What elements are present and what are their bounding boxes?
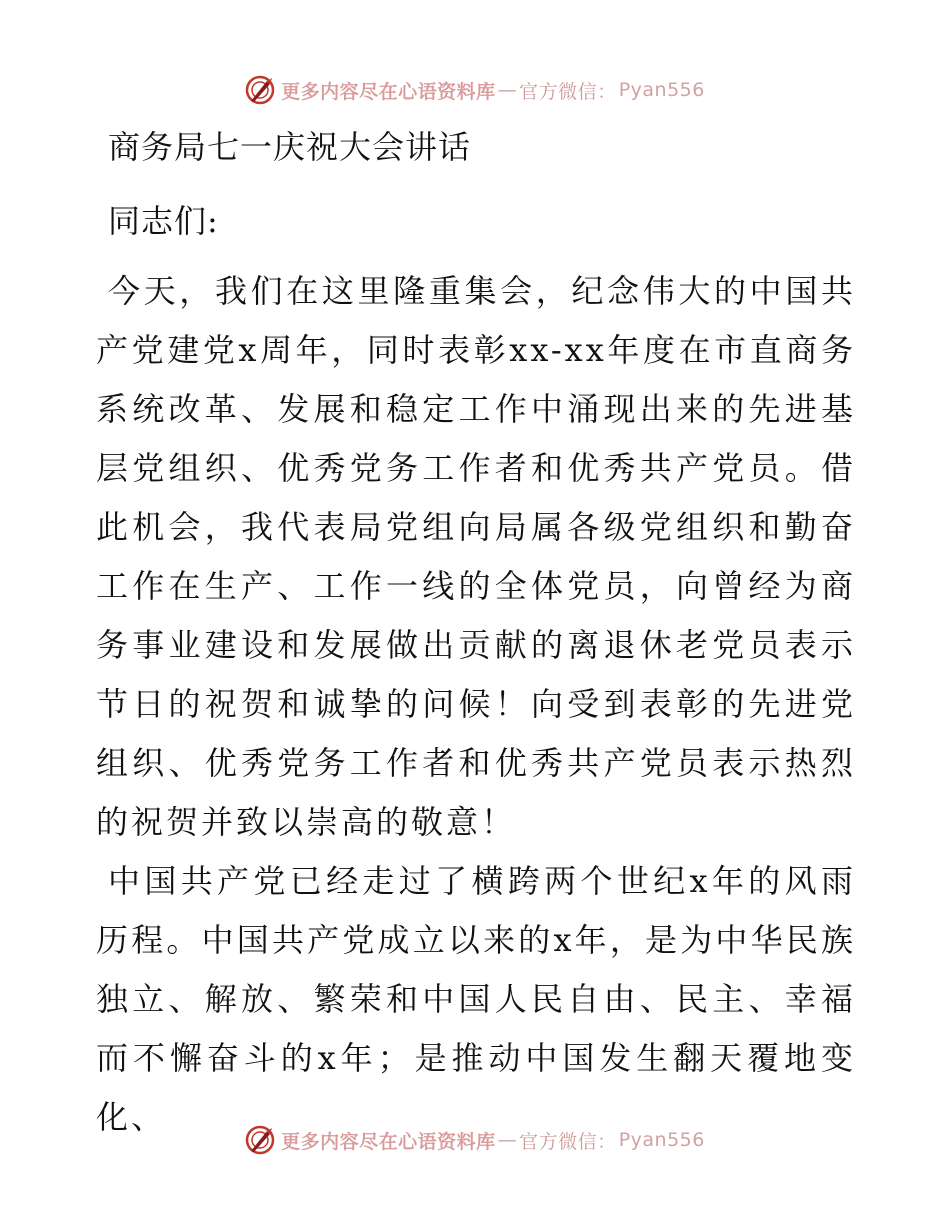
- watermark-dash: —: [497, 1129, 518, 1151]
- watermark-wechat-label: 官方微信：: [519, 1130, 617, 1153]
- watermark-text: 更多内容尽在心语资料库: [281, 1130, 496, 1153]
- quill-logo-icon: [245, 1125, 275, 1155]
- watermark-wechat-id: Pyan556: [618, 1129, 705, 1151]
- page-title: 商务局七一庆祝大会讲话: [108, 128, 472, 166]
- watermark-wechat-label: 官方微信：: [519, 80, 617, 103]
- body-paragraph: 中国共产党已经走过了横跨两个世纪x年的风雨历程。中国共产党成立以来的x年，是为中华民族独立、解放、繁荣和中国人民自由、民主、幸福而不懈奋斗的x年；是推动中国发生翻天覆地变化、: [96, 862, 856, 1136]
- footer-watermark: [0, 1120, 950, 1160]
- quill-logo-icon: [245, 75, 275, 105]
- salutation: 同志们:: [108, 202, 219, 240]
- watermark-dash: —: [497, 79, 518, 101]
- watermark-text: 更多内容尽在心语资料库: [281, 80, 496, 103]
- header-watermark: [0, 70, 950, 110]
- body-paragraph: 今天，我们在这里隆重集会，纪念伟大的中国共产党建党x周年，同时表彰xx-xx年度在市直商务系统改革、发展和稳定工作中涌现出来的先进基层党组织、优秀党务工作者和优秀共产党员。借此机会，我代表局党组向局属各级党组织和勤奋工作在生产、工作一线的全体党员，向曾经为商务事业建设和发展做出贡献的离退休老党员表示节日的祝贺和诚挚的问候！向受到表彰的先进党组织、优秀党务工作者和优秀共产党员表示热烈的祝贺并致以崇高的敬意！: [96, 272, 856, 841]
- watermark-wechat-id: Pyan556: [618, 79, 705, 101]
